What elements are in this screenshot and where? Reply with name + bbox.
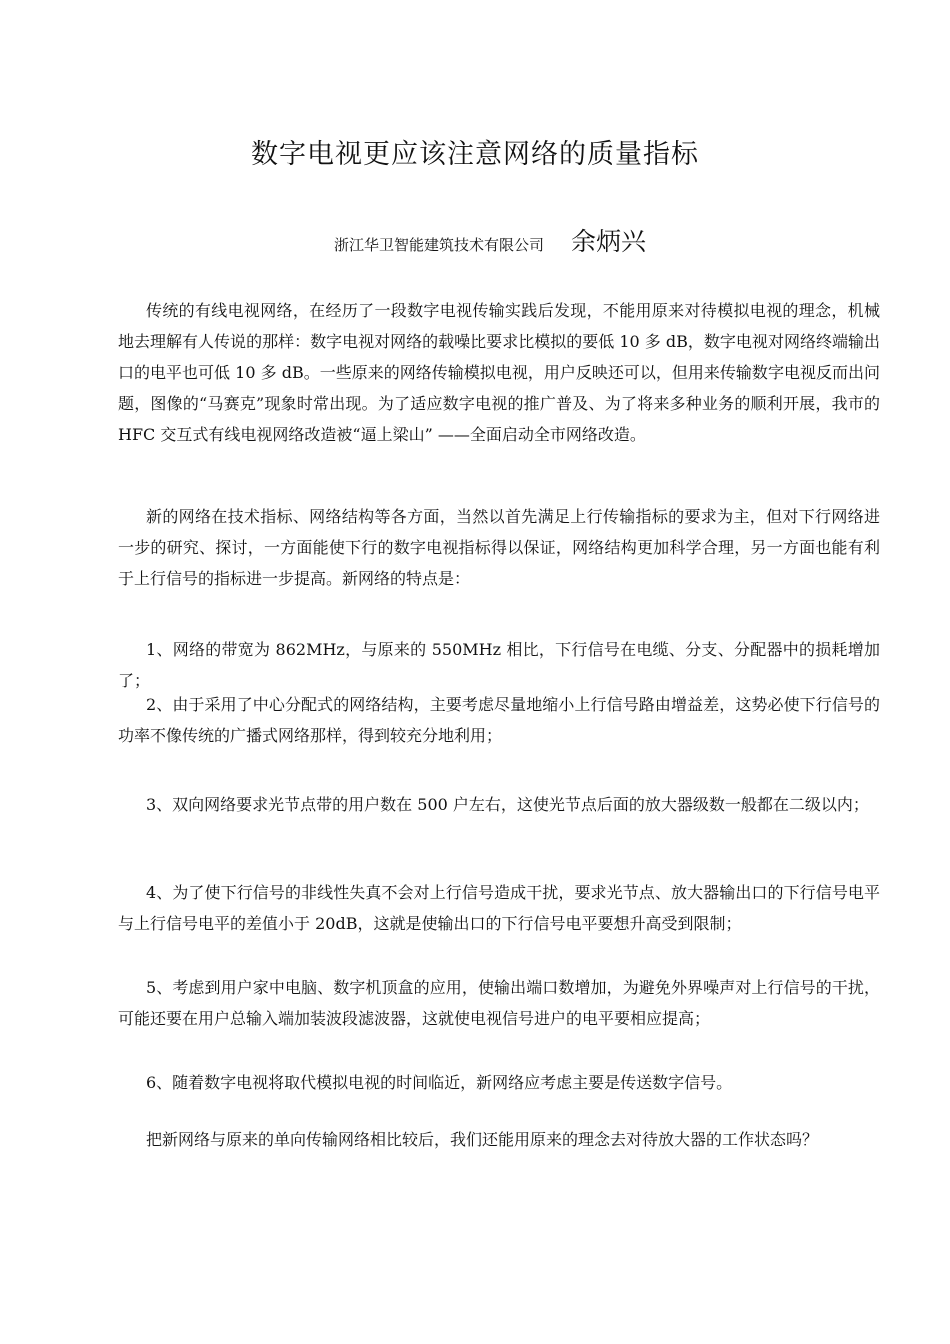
list-item: 6、随着数字电视将取代模拟电视的时间临近，新网络应考虑主要是传送数字信号。 <box>146 1073 733 1092</box>
paragraph-closing-question: 把新网络与原来的单向传输网络相比较后，我们还能用原来的理念去对待放大器的工作状态吗？ <box>146 1130 819 1149</box>
paragraph-intro: 传统的有线电视网络，在经历了一段数字电视传输实践后发现，不能用原来对待模拟电视的理念，机械地去理解有人传说的那样：数字电视对网络的载噪比要求比模拟的要低 10 多 dB，数字电视对网络终端输出口的电平也可低 10 多 dB。一些原来的网络传输模拟电视，用户反映还可以，但用来传输数字电视反而出问题，图像的“马赛克”现象时常出现。为了适应数字电视的推广普及、为了将来多种业务的顺利开展，我市的 HFC 交互式有线电视网络改造被“逼上梁山” ——全面启动全市网络改造。 <box>118 301 880 444</box>
document-title: 数字电视更应该注意网络的质量指标 <box>251 139 699 170</box>
list-item: 5、考虑到用户家中电脑、数字机顶盒的应用，使输出端口数增加，为避免外界噪声对上行信号的干扰，可能还要在用户总输入端加装波段滤波器，这就使电视信号进户的电平要相应提高； <box>118 978 880 1028</box>
author-organization: 浙江华卫智能建筑技术有限公司 <box>333 236 544 254</box>
list-item: 3、双向网络要求光节点带的用户数在 500 户左右，这使光节点后面的放大器级数一般都在二级以内； <box>146 795 869 814</box>
list-item: 1、网络的带宽为 862MHz，与原来的 550MHz 相比，下行信号在电缆、分支、分配器中的损耗增加了； <box>118 640 880 690</box>
author-name: 余炳兴 <box>571 227 647 256</box>
list-item: 4、为了使下行信号的非线性失真不会对上行信号造成干扰，要求光节点、放大器输出口的下行信号电平与上行信号电平的差值小于 20dB，这就是使输出口的下行信号电平要想升高受到限制； <box>118 883 880 933</box>
list-item: 2、由于采用了中心分配式的网络结构，主要考虑尽量地缩小上行信号路由增益差，这势必使下行信号的功率不像传统的广播式网络那样，得到较充分地利用； <box>118 695 880 745</box>
paragraph-features-intro: 新的网络在技术指标、网络结构等各方面，当然以首先满足上行传输指标的要求为主，但对下行网络进一步的研究、探讨，一方面能使下行的数字电视指标得以保证，网络结构更加科学合理，另一方面也能有利于上行信号的指标进一步提高。新网络的特点是： <box>118 507 880 588</box>
byline <box>0 222 950 258</box>
